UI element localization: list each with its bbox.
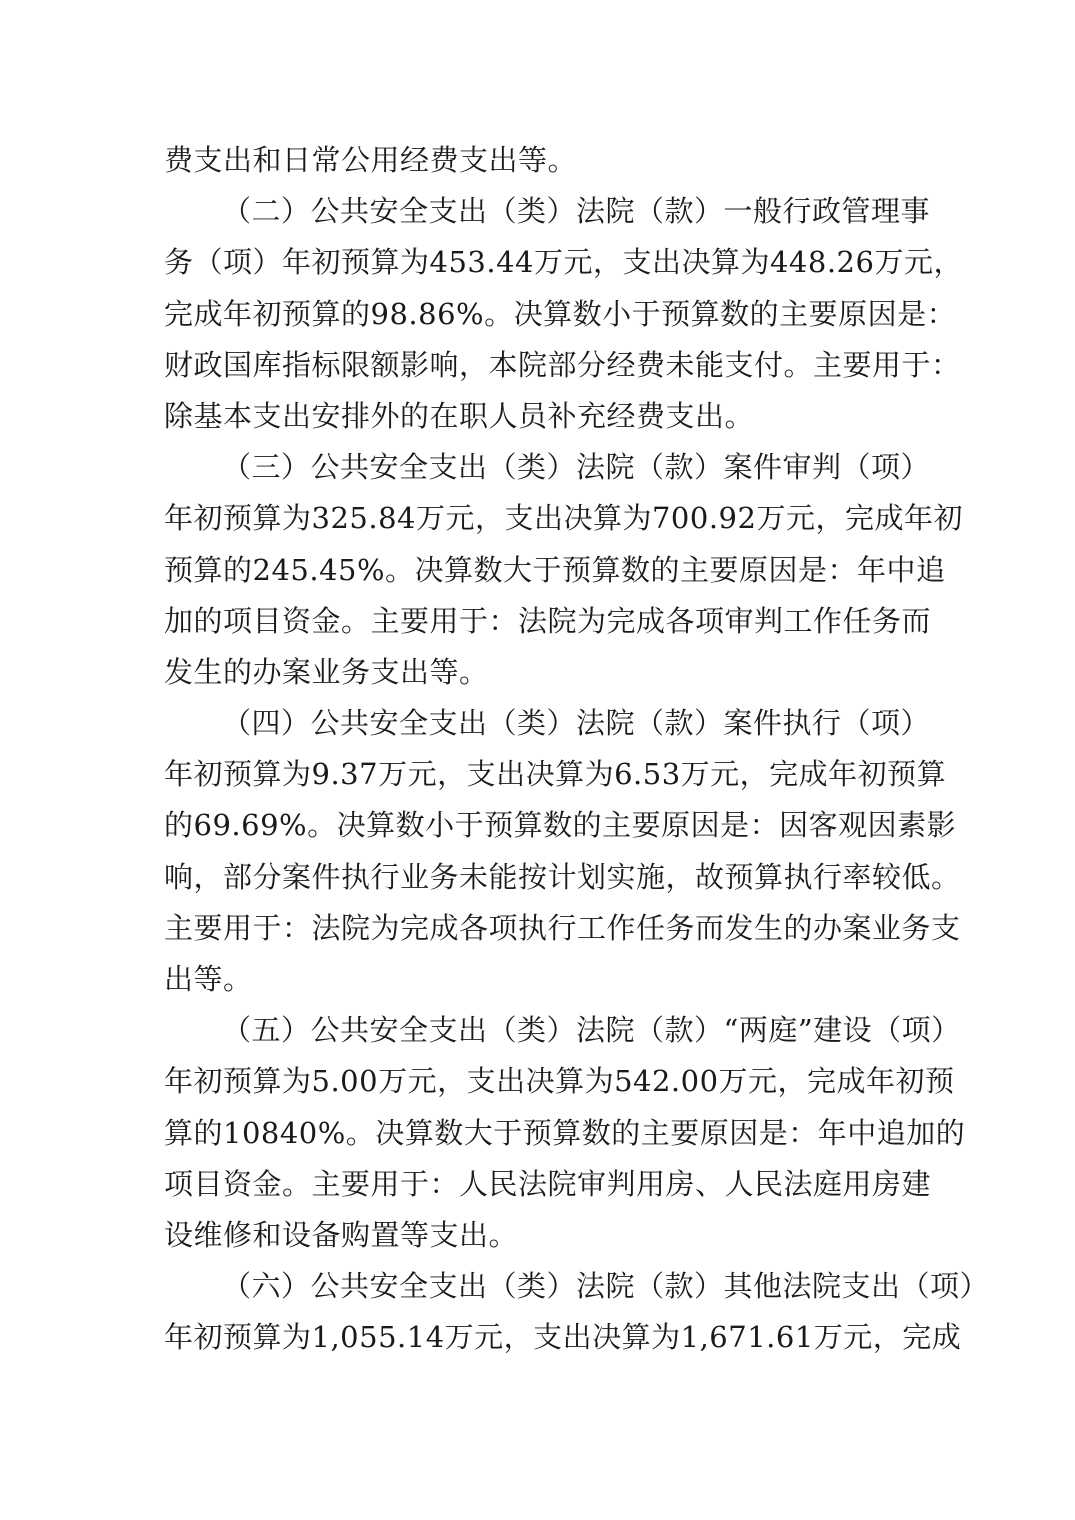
section-heading-line: （五）公共安全支出（类）法院（款）“两庭”建设（项）	[222, 1013, 961, 1048]
text-line: 的69.69%。决算数小于预算数的主要原因是：因客观因素影	[164, 808, 957, 843]
text-line: 项目资金。主要用于：人民法院审判用房、人民法庭用房建	[164, 1166, 932, 1201]
text-line: 完成年初预算的98.86%。决算数小于预算数的主要原因是：	[164, 296, 957, 331]
body-text	[164, 135, 990, 1364]
text-line: 算的10840%。决算数大于预算数的主要原因是：年中追加的	[164, 1115, 966, 1150]
text-line: 年初预算为325.84万元，支出决算为700.92万元，完成年初	[164, 501, 963, 536]
text-line: 发生的办案业务支出等。	[164, 654, 489, 689]
text-line: 年初预算为1,055.14万元，支出决算为1,671.61万元，完成	[164, 1320, 962, 1355]
text-line: 年初预算为5.00万元，支出决算为542.00万元，完成年初预	[164, 1064, 955, 1099]
text-line: 年初预算为9.37万元，支出决算为6.53万元，完成年初预算	[164, 757, 947, 792]
text-line: 预算的245.45%。决算数大于预算数的主要原因是：年中追	[164, 552, 946, 587]
section-heading-line: （二）公共安全支出（类）法院（款）一般行政管理事	[222, 194, 931, 229]
text-line: 除基本支出安排外的在职人员补充经费支出。	[164, 398, 755, 433]
text-line: 财政国库指标限额影响，本院部分经费未能支付。主要用于：	[164, 347, 961, 382]
text-line: 主要用于：法院为完成各项执行工作任务而发生的办案业务支	[164, 910, 961, 945]
text-line: 出等。	[164, 962, 253, 996]
text-line: 设维修和设备购置等支出。	[164, 1217, 519, 1252]
text-line: 费支出和日常公用经费支出等。	[164, 143, 578, 177]
section-heading-line: （四）公共安全支出（类）法院（款）案件执行（项）	[222, 706, 931, 741]
section-heading-line: （三）公共安全支出（类）法院（款）案件审判（项）	[222, 450, 931, 485]
text-line: 加的项目资金。主要用于：法院为完成各项审判工作任务而	[164, 603, 932, 638]
section-heading-line: （六）公共安全支出（类）法院（款）其他法院支出（项）	[222, 1269, 990, 1304]
text-line: 响，部分案件执行业务未能按计划实施，故预算执行率较低。	[164, 859, 961, 894]
text-line: 务（项）年初预算为453.44万元，支出决算为448.26万元，	[164, 245, 963, 280]
